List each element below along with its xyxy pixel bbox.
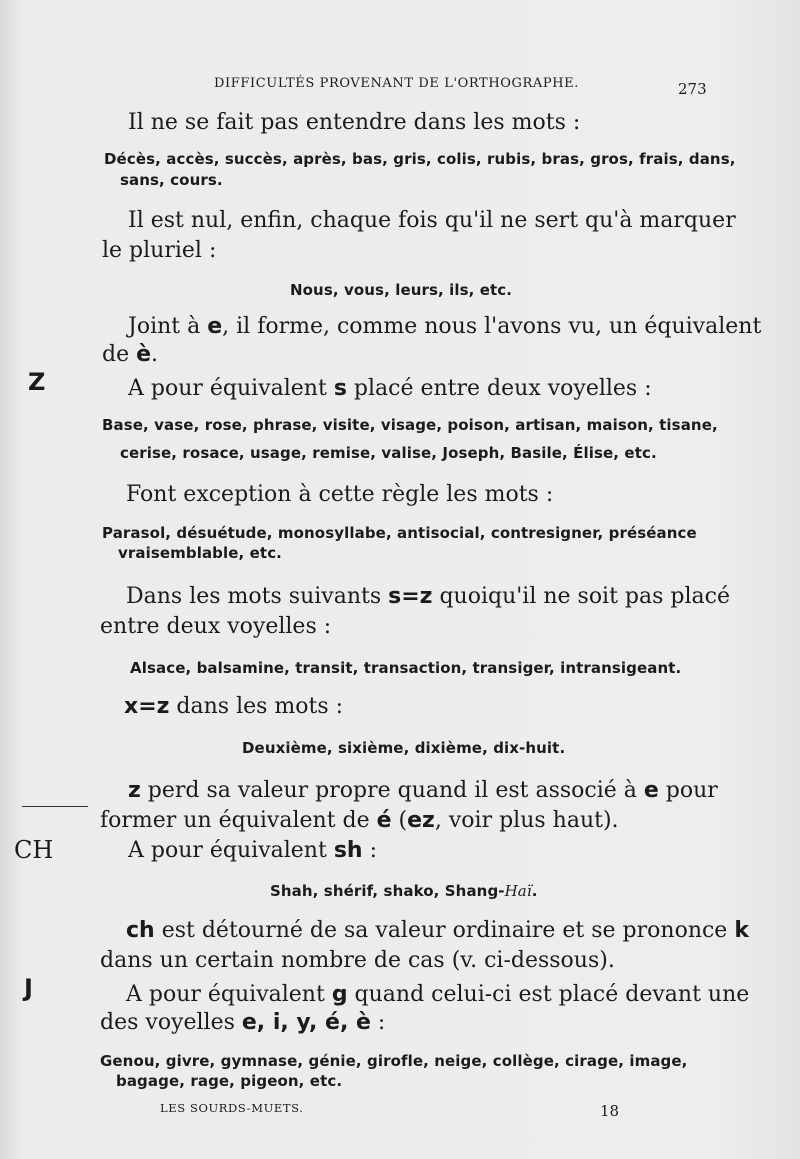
- margin-letter-z: Z: [28, 368, 46, 396]
- paragraph-line: [100, 808, 619, 833]
- paragraph-line: [124, 694, 343, 719]
- text-span: (: [391, 808, 408, 833]
- footer-book-title: LES SOURDS-MUETS.: [160, 1101, 304, 1115]
- example-list-line: sans, cours.: [120, 171, 223, 189]
- text-span: de: [102, 342, 137, 367]
- example-list-line: Parasol, désuétude, monosyllabe, antisocial, contresigner, préséance: [102, 524, 697, 542]
- digraph-ez-bold: ez: [407, 808, 435, 833]
- example-list-line: bagage, rage, pigeon, etc.: [116, 1072, 343, 1090]
- margin-rule: [22, 806, 88, 807]
- paragraph-line: [100, 1010, 385, 1035]
- letter-z-bold: z: [128, 778, 141, 803]
- example-list-line: cerise, rosace, usage, remise, valise, Joseph, Basile, Élise, etc.: [120, 444, 657, 462]
- italic-word: Haï: [504, 882, 532, 900]
- example-list-line: Deuxième, sixième, dixième, dix-huit.: [242, 739, 566, 757]
- paragraph-line: Il est nul, enfin, chaque fois qu'il ne sert qu'à marquer: [128, 208, 736, 233]
- equation-x-z: x=z: [124, 694, 170, 719]
- digraph-sh-bold: sh: [333, 838, 363, 863]
- text-span: .: [531, 882, 538, 900]
- text-span: , il forme, comme nous l'avons vu, un équivalent: [222, 314, 762, 339]
- margin-letter-j: J: [24, 974, 33, 1002]
- text-span: dans les mots :: [169, 694, 344, 719]
- example-list-line: Base, vase, rose, phrase, visite, visage, poison, artisan, maison, tisane,: [102, 416, 718, 434]
- paragraph-line: [126, 982, 749, 1007]
- paragraph-line: dans un certain nombre de cas (v. ci-dessous).: [100, 948, 615, 973]
- letter-e-acute-bold: é: [376, 808, 392, 833]
- text-span: :: [362, 838, 377, 863]
- paragraph-line: [128, 778, 718, 803]
- text-span: perd sa valeur propre quand il est associé à: [140, 778, 644, 803]
- paragraph-line: [126, 584, 730, 609]
- paragraph-line: Font exception à cette règle les mots :: [126, 482, 554, 507]
- text-span: quand celui-ci est placé devant une: [347, 982, 750, 1007]
- text-span: A pour équivalent: [128, 376, 334, 401]
- text-span: Joint à: [128, 314, 208, 339]
- text-span: former un équivalent de: [100, 808, 377, 833]
- letter-e-bold: e: [207, 314, 223, 339]
- text-span: pour: [658, 778, 718, 803]
- example-list-line: Genou, givre, gymnase, génie, girofle, neige, collège, cirage, image,: [100, 1052, 688, 1070]
- text-span: :: [370, 1010, 386, 1035]
- paragraph-line: [128, 838, 377, 863]
- letter-s-bold: s: [333, 376, 347, 401]
- digraph-ch-bold: ch: [126, 918, 155, 943]
- text-span: des voyelles: [100, 1010, 242, 1035]
- letter-e-grave-bold: è: [136, 342, 152, 367]
- example-list-line: Alsace, balsamine, transit, transaction, transiger, intransigeant.: [130, 659, 682, 677]
- example-list-line: Décès, accès, succès, après, bas, gris, colis, rubis, bras, gros, frais, dans,: [104, 150, 736, 168]
- paragraph-line: [128, 376, 652, 401]
- text-span: placé entre deux voyelles :: [346, 376, 652, 401]
- paragraph-line: Il ne se fait pas entendre dans les mots :: [128, 110, 581, 135]
- example-list-line: Nous, vous, leurs, ils, etc.: [290, 281, 513, 299]
- text-span: .: [151, 342, 159, 367]
- running-header: DIFFICULTÉS PROVENANT DE L'ORTHOGRAPHE.: [214, 76, 579, 91]
- paragraph-line: [102, 342, 158, 367]
- paragraph-line: [128, 314, 761, 339]
- text-span: A pour équivalent: [126, 982, 332, 1007]
- example-list-line: vraisemblable, etc.: [118, 544, 282, 562]
- footer-signature-number: 18: [600, 1102, 620, 1120]
- paragraph-line: le pluriel :: [102, 238, 217, 263]
- letter-k-bold: k: [734, 918, 749, 943]
- text-span: Dans les mots suivants: [126, 584, 389, 609]
- text-span: est détourné de sa valeur ordinaire et se prononce: [154, 918, 735, 943]
- vowel-list-bold: e, i, y, é, è: [241, 1010, 371, 1035]
- letter-e-bold: e: [643, 778, 659, 803]
- page-number: 273: [678, 80, 707, 98]
- letter-g-bold: g: [331, 982, 348, 1007]
- equation-s-z: s=z: [388, 584, 433, 609]
- example-list-line: [270, 882, 538, 900]
- margin-letter-ch: CH: [14, 836, 54, 864]
- text-span: A pour équivalent: [128, 838, 334, 863]
- paragraph-line: [126, 918, 749, 943]
- text-span: , voir plus haut).: [434, 808, 619, 833]
- paragraph-line: entre deux voyelles :: [100, 614, 332, 639]
- text-span: Shah, shérif, shako, Shang-: [270, 882, 505, 900]
- text-span: quoiqu'il ne soit pas placé: [432, 584, 730, 609]
